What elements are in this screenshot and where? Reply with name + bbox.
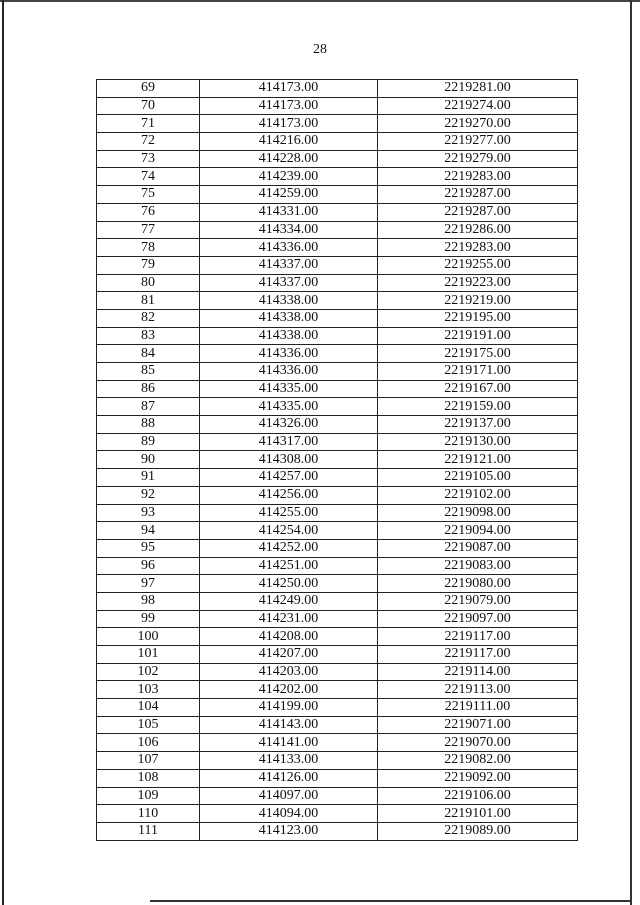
y-coordinate-cell: 2219092.00	[378, 769, 578, 787]
table-row	[97, 486, 578, 504]
table-row	[97, 575, 578, 593]
table-row	[97, 787, 578, 805]
point-number-cell: 109	[97, 787, 200, 805]
table-row	[97, 363, 578, 381]
point-number-cell: 105	[97, 716, 200, 734]
y-coordinate-cell: 2219130.00	[378, 433, 578, 451]
x-coordinate-cell: 414337.00	[200, 256, 378, 274]
y-coordinate-cell: 2219094.00	[378, 522, 578, 540]
x-coordinate-cell: 414336.00	[200, 363, 378, 381]
point-number-cell: 86	[97, 380, 200, 398]
y-coordinate-cell: 2219083.00	[378, 557, 578, 575]
point-number-cell: 101	[97, 646, 200, 664]
point-number-cell: 73	[97, 150, 200, 168]
x-coordinate-cell: 414094.00	[200, 805, 378, 823]
x-coordinate-cell: 414337.00	[200, 274, 378, 292]
x-coordinate-cell: 414199.00	[200, 699, 378, 717]
y-coordinate-cell: 2219089.00	[378, 822, 578, 840]
x-coordinate-cell: 414123.00	[200, 822, 378, 840]
y-coordinate-cell: 2219102.00	[378, 486, 578, 504]
table-row	[97, 327, 578, 345]
x-coordinate-cell: 414255.00	[200, 504, 378, 522]
x-coordinate-cell: 414228.00	[200, 150, 378, 168]
table-row	[97, 186, 578, 204]
y-coordinate-cell: 2219070.00	[378, 734, 578, 752]
point-number-cell: 97	[97, 575, 200, 593]
y-coordinate-cell: 2219255.00	[378, 256, 578, 274]
point-number-cell: 98	[97, 592, 200, 610]
y-coordinate-cell: 2219137.00	[378, 416, 578, 434]
table-row	[97, 398, 578, 416]
y-coordinate-cell: 2219223.00	[378, 274, 578, 292]
x-coordinate-cell: 414338.00	[200, 327, 378, 345]
y-coordinate-cell: 2219191.00	[378, 327, 578, 345]
y-coordinate-cell: 2219105.00	[378, 469, 578, 487]
point-number-cell: 75	[97, 186, 200, 204]
y-coordinate-cell: 2219279.00	[378, 150, 578, 168]
y-coordinate-cell: 2219097.00	[378, 610, 578, 628]
point-number-cell: 71	[97, 115, 200, 133]
point-number-cell: 78	[97, 239, 200, 257]
y-coordinate-cell: 2219111.00	[378, 699, 578, 717]
y-coordinate-cell: 2219274.00	[378, 97, 578, 115]
point-number-cell: 94	[97, 522, 200, 540]
point-number-cell: 107	[97, 752, 200, 770]
table-row	[97, 274, 578, 292]
x-coordinate-cell: 414173.00	[200, 80, 378, 98]
x-coordinate-cell: 414338.00	[200, 309, 378, 327]
point-number-cell: 77	[97, 221, 200, 239]
y-coordinate-cell: 2219171.00	[378, 363, 578, 381]
y-coordinate-cell: 2219114.00	[378, 663, 578, 681]
table-row	[97, 769, 578, 787]
point-number-cell: 103	[97, 681, 200, 699]
y-coordinate-cell: 2219117.00	[378, 628, 578, 646]
y-coordinate-cell: 2219283.00	[378, 239, 578, 257]
point-number-cell: 69	[97, 80, 200, 98]
point-number-cell: 91	[97, 469, 200, 487]
x-coordinate-cell: 414250.00	[200, 575, 378, 593]
x-coordinate-cell: 414208.00	[200, 628, 378, 646]
x-coordinate-cell: 414254.00	[200, 522, 378, 540]
point-number-cell: 80	[97, 274, 200, 292]
point-number-cell: 95	[97, 539, 200, 557]
point-number-cell: 83	[97, 327, 200, 345]
y-coordinate-cell: 2219080.00	[378, 575, 578, 593]
table-row	[97, 734, 578, 752]
scan-edge-top	[0, 0, 640, 2]
point-number-cell: 79	[97, 256, 200, 274]
scan-edge-left	[2, 0, 4, 905]
x-coordinate-cell: 414317.00	[200, 433, 378, 451]
table-row	[97, 221, 578, 239]
point-number-cell: 76	[97, 203, 200, 221]
point-number-cell: 87	[97, 398, 200, 416]
point-number-cell: 85	[97, 363, 200, 381]
coordinates-table-body	[97, 80, 578, 841]
x-coordinate-cell: 414326.00	[200, 416, 378, 434]
table-row	[97, 752, 578, 770]
table-row	[97, 504, 578, 522]
y-coordinate-cell: 2219082.00	[378, 752, 578, 770]
table-row	[97, 469, 578, 487]
y-coordinate-cell: 2219079.00	[378, 592, 578, 610]
y-coordinate-cell: 2219175.00	[378, 345, 578, 363]
point-number-cell: 70	[97, 97, 200, 115]
table-row	[97, 822, 578, 840]
x-coordinate-cell: 414216.00	[200, 133, 378, 151]
page-number: 28	[313, 42, 327, 57]
table-row	[97, 133, 578, 151]
x-coordinate-cell: 414338.00	[200, 292, 378, 310]
y-coordinate-cell: 2219167.00	[378, 380, 578, 398]
x-coordinate-cell: 414336.00	[200, 239, 378, 257]
x-coordinate-cell: 414335.00	[200, 398, 378, 416]
y-coordinate-cell: 2219159.00	[378, 398, 578, 416]
x-coordinate-cell: 414256.00	[200, 486, 378, 504]
point-number-cell: 111	[97, 822, 200, 840]
table-row	[97, 592, 578, 610]
x-coordinate-cell: 414207.00	[200, 646, 378, 664]
table-row	[97, 380, 578, 398]
y-coordinate-cell: 2219113.00	[378, 681, 578, 699]
x-coordinate-cell: 414143.00	[200, 716, 378, 734]
x-coordinate-cell: 414308.00	[200, 451, 378, 469]
point-number-cell: 84	[97, 345, 200, 363]
table-row	[97, 168, 578, 186]
table-row	[97, 539, 578, 557]
x-coordinate-cell: 414173.00	[200, 115, 378, 133]
point-number-cell: 74	[97, 168, 200, 186]
table-row	[97, 716, 578, 734]
y-coordinate-cell: 2219287.00	[378, 203, 578, 221]
point-number-cell: 92	[97, 486, 200, 504]
point-number-cell: 106	[97, 734, 200, 752]
point-number-cell: 82	[97, 309, 200, 327]
y-coordinate-cell: 2219270.00	[378, 115, 578, 133]
table-row	[97, 663, 578, 681]
table-row	[97, 345, 578, 363]
table-row	[97, 150, 578, 168]
x-coordinate-cell: 414202.00	[200, 681, 378, 699]
table-row	[97, 239, 578, 257]
point-number-cell: 88	[97, 416, 200, 434]
point-number-cell: 96	[97, 557, 200, 575]
x-coordinate-cell: 414251.00	[200, 557, 378, 575]
y-coordinate-cell: 2219286.00	[378, 221, 578, 239]
table-row	[97, 681, 578, 699]
point-number-cell: 104	[97, 699, 200, 717]
x-coordinate-cell: 414334.00	[200, 221, 378, 239]
scan-edge-right	[630, 0, 632, 905]
scan-edge-bottom	[150, 900, 630, 902]
y-coordinate-cell: 2219071.00	[378, 716, 578, 734]
table-row	[97, 97, 578, 115]
y-coordinate-cell: 2219281.00	[378, 80, 578, 98]
y-coordinate-cell: 2219283.00	[378, 168, 578, 186]
y-coordinate-cell: 2219098.00	[378, 504, 578, 522]
point-number-cell: 89	[97, 433, 200, 451]
table-row	[97, 80, 578, 98]
point-number-cell: 99	[97, 610, 200, 628]
table-row	[97, 610, 578, 628]
y-coordinate-cell: 2219219.00	[378, 292, 578, 310]
table-row	[97, 805, 578, 823]
table-row	[97, 203, 578, 221]
x-coordinate-cell: 414249.00	[200, 592, 378, 610]
y-coordinate-cell: 2219087.00	[378, 539, 578, 557]
table-row	[97, 433, 578, 451]
table-row	[97, 309, 578, 327]
x-coordinate-cell: 414173.00	[200, 97, 378, 115]
x-coordinate-cell: 414126.00	[200, 769, 378, 787]
x-coordinate-cell: 414259.00	[200, 186, 378, 204]
table-row	[97, 115, 578, 133]
point-number-cell: 102	[97, 663, 200, 681]
table-row	[97, 628, 578, 646]
y-coordinate-cell: 2219121.00	[378, 451, 578, 469]
point-number-cell: 90	[97, 451, 200, 469]
y-coordinate-cell: 2219117.00	[378, 646, 578, 664]
x-coordinate-cell: 414239.00	[200, 168, 378, 186]
table-row	[97, 557, 578, 575]
y-coordinate-cell: 2219106.00	[378, 787, 578, 805]
x-coordinate-cell: 414133.00	[200, 752, 378, 770]
y-coordinate-cell: 2219277.00	[378, 133, 578, 151]
point-number-cell: 110	[97, 805, 200, 823]
x-coordinate-cell: 414231.00	[200, 610, 378, 628]
x-coordinate-cell: 414203.00	[200, 663, 378, 681]
y-coordinate-cell: 2219287.00	[378, 186, 578, 204]
point-number-cell: 93	[97, 504, 200, 522]
point-number-cell: 108	[97, 769, 200, 787]
x-coordinate-cell: 414257.00	[200, 469, 378, 487]
point-number-cell: 81	[97, 292, 200, 310]
y-coordinate-cell: 2219101.00	[378, 805, 578, 823]
point-number-cell: 72	[97, 133, 200, 151]
x-coordinate-cell: 414097.00	[200, 787, 378, 805]
coordinates-table	[96, 79, 578, 841]
point-number-cell: 100	[97, 628, 200, 646]
table-row	[97, 522, 578, 540]
table-row	[97, 646, 578, 664]
x-coordinate-cell: 414331.00	[200, 203, 378, 221]
y-coordinate-cell: 2219195.00	[378, 309, 578, 327]
table-row	[97, 256, 578, 274]
table-row	[97, 451, 578, 469]
table-row	[97, 416, 578, 434]
table-row	[97, 292, 578, 310]
x-coordinate-cell: 414336.00	[200, 345, 378, 363]
x-coordinate-cell: 414141.00	[200, 734, 378, 752]
x-coordinate-cell: 414335.00	[200, 380, 378, 398]
table-row	[97, 699, 578, 717]
x-coordinate-cell: 414252.00	[200, 539, 378, 557]
